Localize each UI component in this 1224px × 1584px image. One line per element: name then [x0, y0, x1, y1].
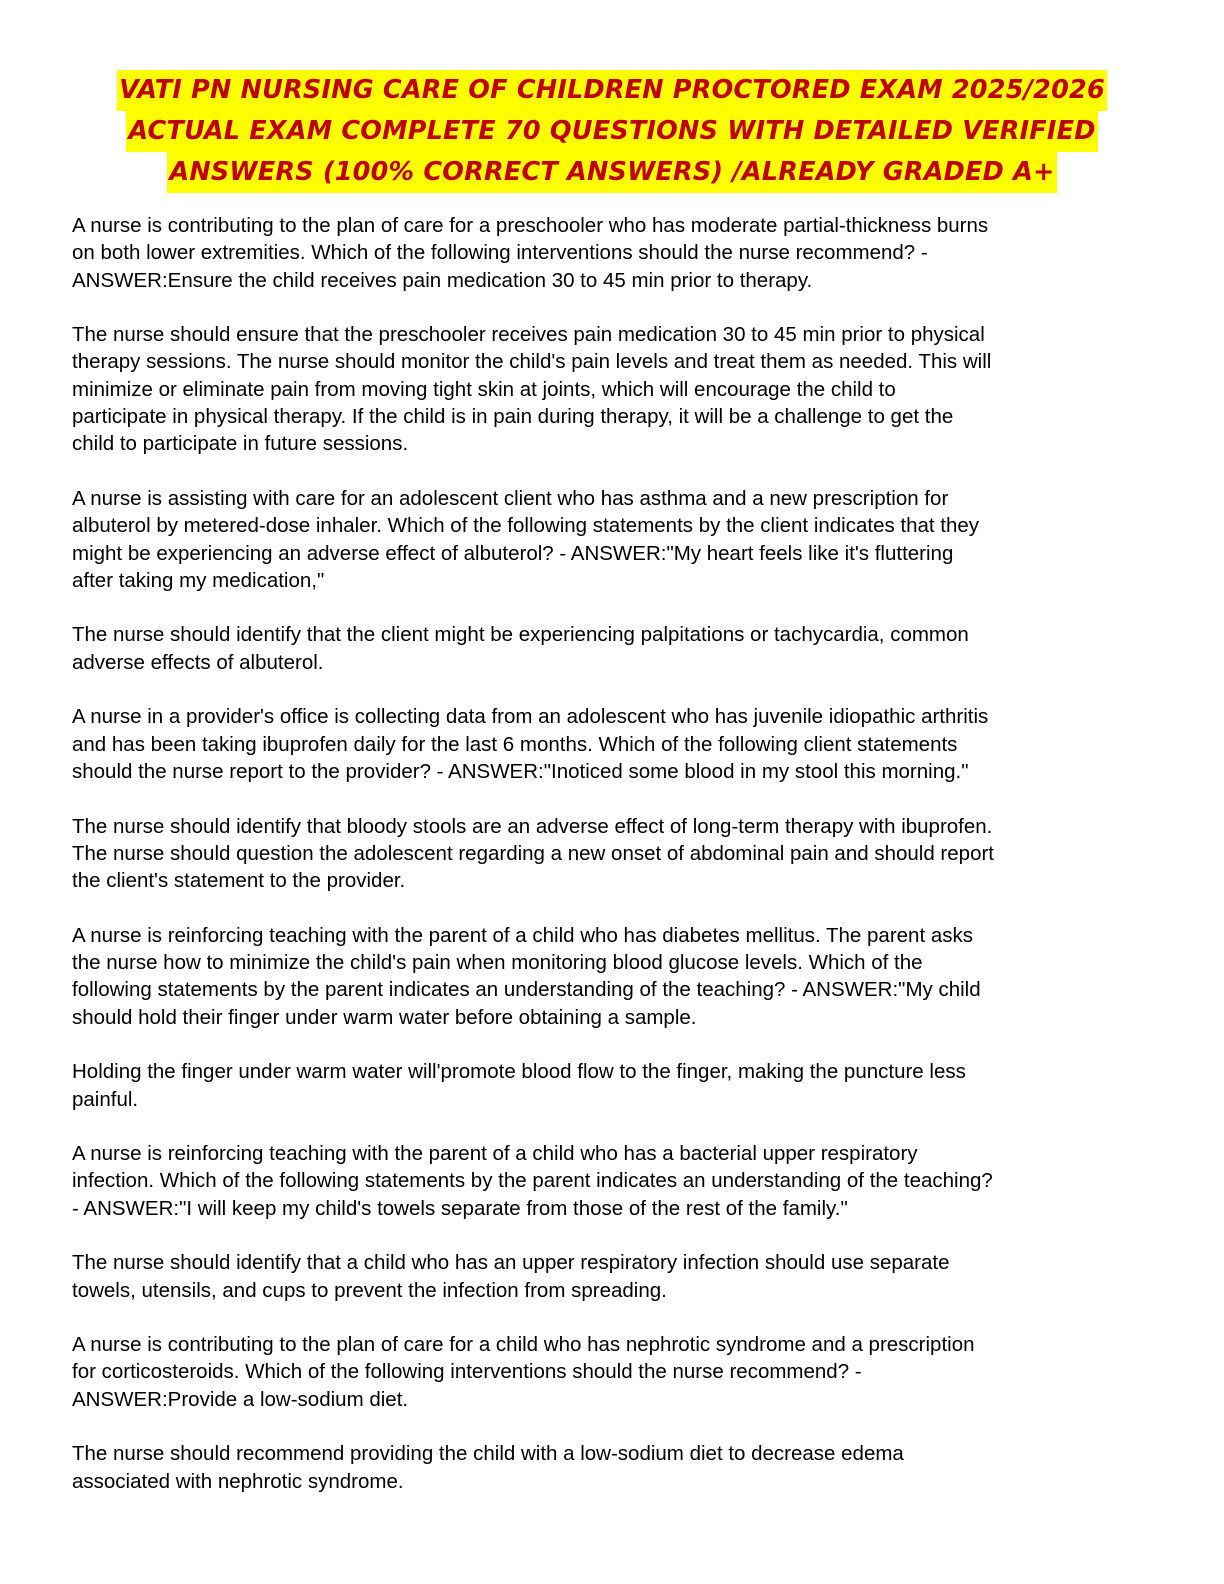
- text-line: participate in physical therapy. If the child is in pain during therapy, it will be a challenge to get the: [72, 405, 954, 429]
- text-line: after taking my medication,": [72, 568, 325, 592]
- text-line: The nurse should identify that bloody stools are an adverse effect of long-term therapy with ibuprofen.: [72, 814, 993, 838]
- title-line-2-wrap: [72, 111, 1152, 152]
- title-line-1-wrap: [72, 70, 1152, 111]
- text-line: The nurse should question the adolescent regarding a new onset of abdominal pain and should report: [72, 841, 994, 865]
- title-line: ACTUAL EXAM COMPLETE 70 QUESTIONS WITH DETAILED VERIFIED: [126, 111, 1097, 152]
- question-paragraph: [72, 212, 1152, 294]
- text-line: A nurse is contributing to the plan of care for a preschooler who has moderate partial-thickness burns: [72, 214, 989, 237]
- text-line: A nurse is contributing to the plan of care for a child who has nephrotic syndrome and a prescription: [72, 1333, 975, 1357]
- text-line: A nurse is reinforcing teaching with the parent of a child who has a bacterial upper respiratory: [72, 1142, 918, 1166]
- rationale-paragraph: [72, 321, 1152, 457]
- text-line: on both lower extremities. Which of the following interventions should the nurse recommend? -: [72, 241, 928, 265]
- rationale-paragraph: [72, 1440, 1152, 1495]
- text-line: The nurse should ensure that the preschooler receives pain medication 30 to 45 min prior to physical: [72, 323, 985, 347]
- text-line: might be experiencing an adverse effect of albuterol? - ANSWER:"My heart feels like it's fluttering: [72, 541, 954, 565]
- text-line: the nurse how to minimize the child's pain when monitoring blood glucose levels. Which of the: [72, 951, 923, 975]
- text-line: the client's statement to the provider.: [72, 869, 406, 893]
- question-paragraph: [72, 1331, 1152, 1413]
- title-line: VATI PN NURSING CARE OF CHILDREN PROCTORED EXAM 2025/2026: [117, 70, 1107, 111]
- text-line: infection. Which of the following statements by the parent indicates an understanding of the teaching?: [72, 1169, 993, 1193]
- text-line: A nurse is reinforcing teaching with the parent of a child who has diabetes mellitus. The parent asks: [72, 923, 973, 947]
- text-line: for corticosteroids. Which of the following interventions should the nurse recommend? -: [72, 1360, 862, 1384]
- text-line: adverse effects of albuterol.: [72, 650, 324, 674]
- rationale-paragraph: [72, 1058, 1152, 1113]
- text-line: associated with nephrotic syndrome.: [72, 1469, 404, 1493]
- text-line: should the nurse report to the provider? - ANSWER:"Inoticed some blood in my stool this morning.": [72, 759, 969, 783]
- text-line: A nurse in a provider's office is collecting data from an adolescent who has juvenile idiopathic arthritis: [72, 705, 989, 729]
- question-paragraph: [72, 922, 1152, 1031]
- rationale-paragraph: [72, 621, 1152, 676]
- rationale-paragraph: [72, 1249, 1152, 1304]
- text-line: ANSWER:Provide a low-sodium diet.: [72, 1387, 409, 1411]
- title-line-3-wrap: [72, 152, 1152, 193]
- text-line: child to participate in future sessions.: [72, 432, 409, 456]
- text-line: albuterol by metered-dose inhaler. Which of the following statements by the client indicates that they: [72, 514, 980, 538]
- text-line: The nurse should identify that the client might be experiencing palpitations or tachycardia, common: [72, 623, 969, 647]
- document-title: [72, 70, 1152, 193]
- text-line: Holding the finger under warm water will'promote blood flow to the finger, making the puncture less: [72, 1060, 966, 1084]
- rationale-paragraph: [72, 813, 1152, 895]
- text-line: A nurse is assisting with care for an adolescent client who has asthma and a new prescription for: [72, 486, 949, 510]
- text-line: - ANSWER:"I will keep my child's towels separate from those of the rest of the family.": [72, 1196, 848, 1220]
- text-line: minimize or eliminate pain from moving tight skin at joints, which will encourage the child to: [72, 377, 896, 401]
- question-paragraph: [72, 1140, 1152, 1222]
- question-paragraph: [72, 703, 1152, 785]
- text-line: therapy sessions. The nurse should monitor the child's pain levels and treat them as needed. This will: [72, 350, 992, 374]
- text-line: should hold their finger under warm water before obtaining a sample.: [72, 1005, 697, 1029]
- title-line: ANSWERS (100% CORRECT ANSWERS) /ALREADY GRADED A+: [167, 152, 1056, 193]
- document-body: [72, 212, 1152, 1522]
- text-line: ANSWER:Ensure the child receives pain medication 30 to 45 min prior to therapy.: [72, 268, 813, 292]
- text-line: painful.: [72, 1087, 139, 1111]
- question-paragraph: [72, 485, 1152, 594]
- text-line: The nurse should recommend providing the child with a low-sodium diet to decrease edema: [72, 1442, 904, 1466]
- text-line: following statements by the parent indicates an understanding of the teaching? - ANSWER:"My child: [72, 978, 981, 1002]
- text-line: towels, utensils, and cups to prevent the infection from spreading.: [72, 1278, 667, 1302]
- text-line: The nurse should identify that a child who has an upper respiratory infection should use separate: [72, 1251, 950, 1275]
- text-line: and has been taking ibuprofen daily for the last 6 months. Which of the following client statements: [72, 732, 958, 756]
